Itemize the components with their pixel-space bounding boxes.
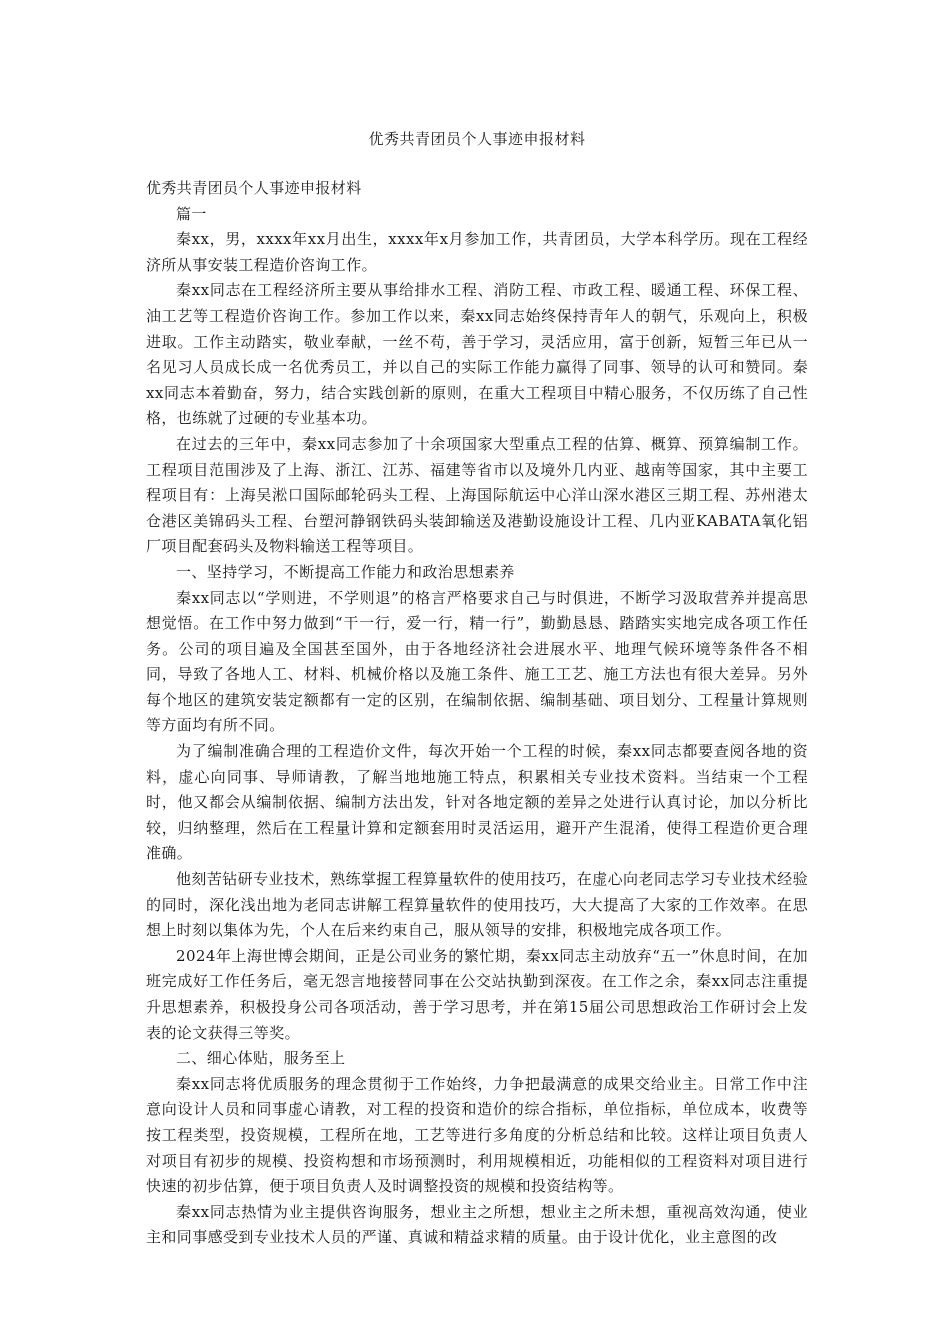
section-heading-2: 二、细心体贴，服务至上 xyxy=(176,1049,346,1068)
paragraph-service: 秦xx同志将优质服务的理念贯彻于工作始终，力争把最满意的成果交给业主。日常工作中注意向设计人员和同事虚心请教，对工程的投资和造价的综合指标，单位指标，单位成本，收费等按工程类型，投资规模，工程所在地，工艺等进行多角度的分析总结和比较。这样让项目负责人对项目有初步的规模、投资构想和市场预测时，利用规模相近，功能相似的工程资料对项目进行快速的初步估算，便于项目负责人及时调整投资的规模和投资结构等。 xyxy=(146,1074,808,1196)
paragraph-projects: 在过去的三年中，秦xx同志参加了十余项国家大型重点工程的估算、概算、预算编制工作。工程项目范围涉及了上海、浙江、江苏、福建等省市以及境外几内亚、越南等国家，其中主要工程项目有：上海吴淞口国际邮轮码头工程、上海国际航运中心洋山深水港区三期工程、苏州港太仓港区美锦码头工程、台塑河静钢铁码头装卸输送及港勤设施设计工程、几内亚KABATA氧化铝厂项目配套码头及物料输送工程等项目。 xyxy=(146,434,808,556)
paragraph-skills: 他刻苦钻研专业技术，熟练掌握工程算量软件的使用技巧，在虚心向老同志学习专业技术经验的同时，深化浅出地为老同志讲解工程算量软件的使用技巧，大大提高了大家的工作效率。在思想上时刻以集体为先，个人在后来约束自己，服从领导的安排，积极地完成各项工作。 xyxy=(146,870,808,940)
paragraph-work-scope: 秦xx同志在工程经济所主要从事给排水工程、消防工程、市政工程、暖通工程、环保工程、油工艺等工程造价咨询工作。参加工作以来，秦xx同志始终保持青年人的朝气，乐观向上，积极进取。工作主动踏实，敬业奉献，一丝不苟，善于学习，灵活应用，富于创新，短暂三年已从一名见习人员成长成一名优秀员工，并以自己的实际工作能力赢得了同事、领导的认可和赞同。秦xx同志本着勤奋，努力，结合实践创新的原则，在重大工程项目中精心服务，不仅历练了自己性格，也练就了过硬的专业基本功。 xyxy=(146,281,808,428)
paragraph-accuracy: 为了编制准确合理的工程造价文件，每次开始一个工程的时候，秦xx同志都要查阅各地的资料，虚心向同事、导师请教，了解当地地施工特点，积累相关专业技术资料。当结束一个工程时，他又都会从编制依据、编制方法出发，针对各地定额的差异之处进行认真讨论，加以分析比较，归纳整理，然后在工程量计算和定额套用时灵活运用，避开产生混淆，使得工程造价更合理准确。 xyxy=(146,742,808,863)
paragraph-learning: 秦xx同志以“学则进，不学则退”的格言严格要求自己与时俱进，不断学习汲取营养并提高思想觉悟。在工作中努力做到“干一行，爱一行，精一行”，勤勤恳恳、踏踏实实地完成各项工作任务。公司的项目遍及全国甚至国外，由于各地经济社会进展水平、地理气候环境等条件各不相同，导致了各地人工、材料、机械价格以及施工条件、施工工艺、施工方法也有很大差异。另外每个地区的建筑安装定额都有一定的区别，在编制依据、编制基础、项目划分、工程量计算规则等方面均有所不同。 xyxy=(146,588,808,735)
document-subtitle: 优秀共青团员个人事迹申报材料 xyxy=(146,179,362,197)
paragraph-intro: 秦xx，男，xxxx年xx月出生，xxxx年x月参加工作，共青团员，大学本科学历。现在工程经济所从事安装工程造价咨询工作。 xyxy=(146,230,808,274)
section-heading-1: 一、坚持学习，不断提高工作能力和政治思想素养 xyxy=(176,562,515,581)
document-title: 优秀共青团员个人事迹申报材料 xyxy=(368,130,586,148)
paragraph-consulting: 秦xx同志热情为业主提供咨询服务，想业主之所想，想业主之所未想，重视高效沟通，使业主和同事感受到专业技术人员的严谨、真诚和精益求精的质量。由于设计优化，业主意图的改 xyxy=(146,1202,808,1247)
document-body xyxy=(146,176,808,1251)
part-label: 篇一 xyxy=(176,204,207,223)
paragraph-expo: 2024年上海世博会期间，正是公司业务的繁忙期，秦xx同志主动放弃“五一”休息时间，在加班完成好工作任务后，毫无怨言地接替同事在公交站执勤到深夜。在工作之余，秦xx同志注重提升思想素养，积极投身公司各项活动，善于学习思考，并在第15届公司思想政治工作研讨会上发表的论文获得三等奖。 xyxy=(146,946,808,1042)
